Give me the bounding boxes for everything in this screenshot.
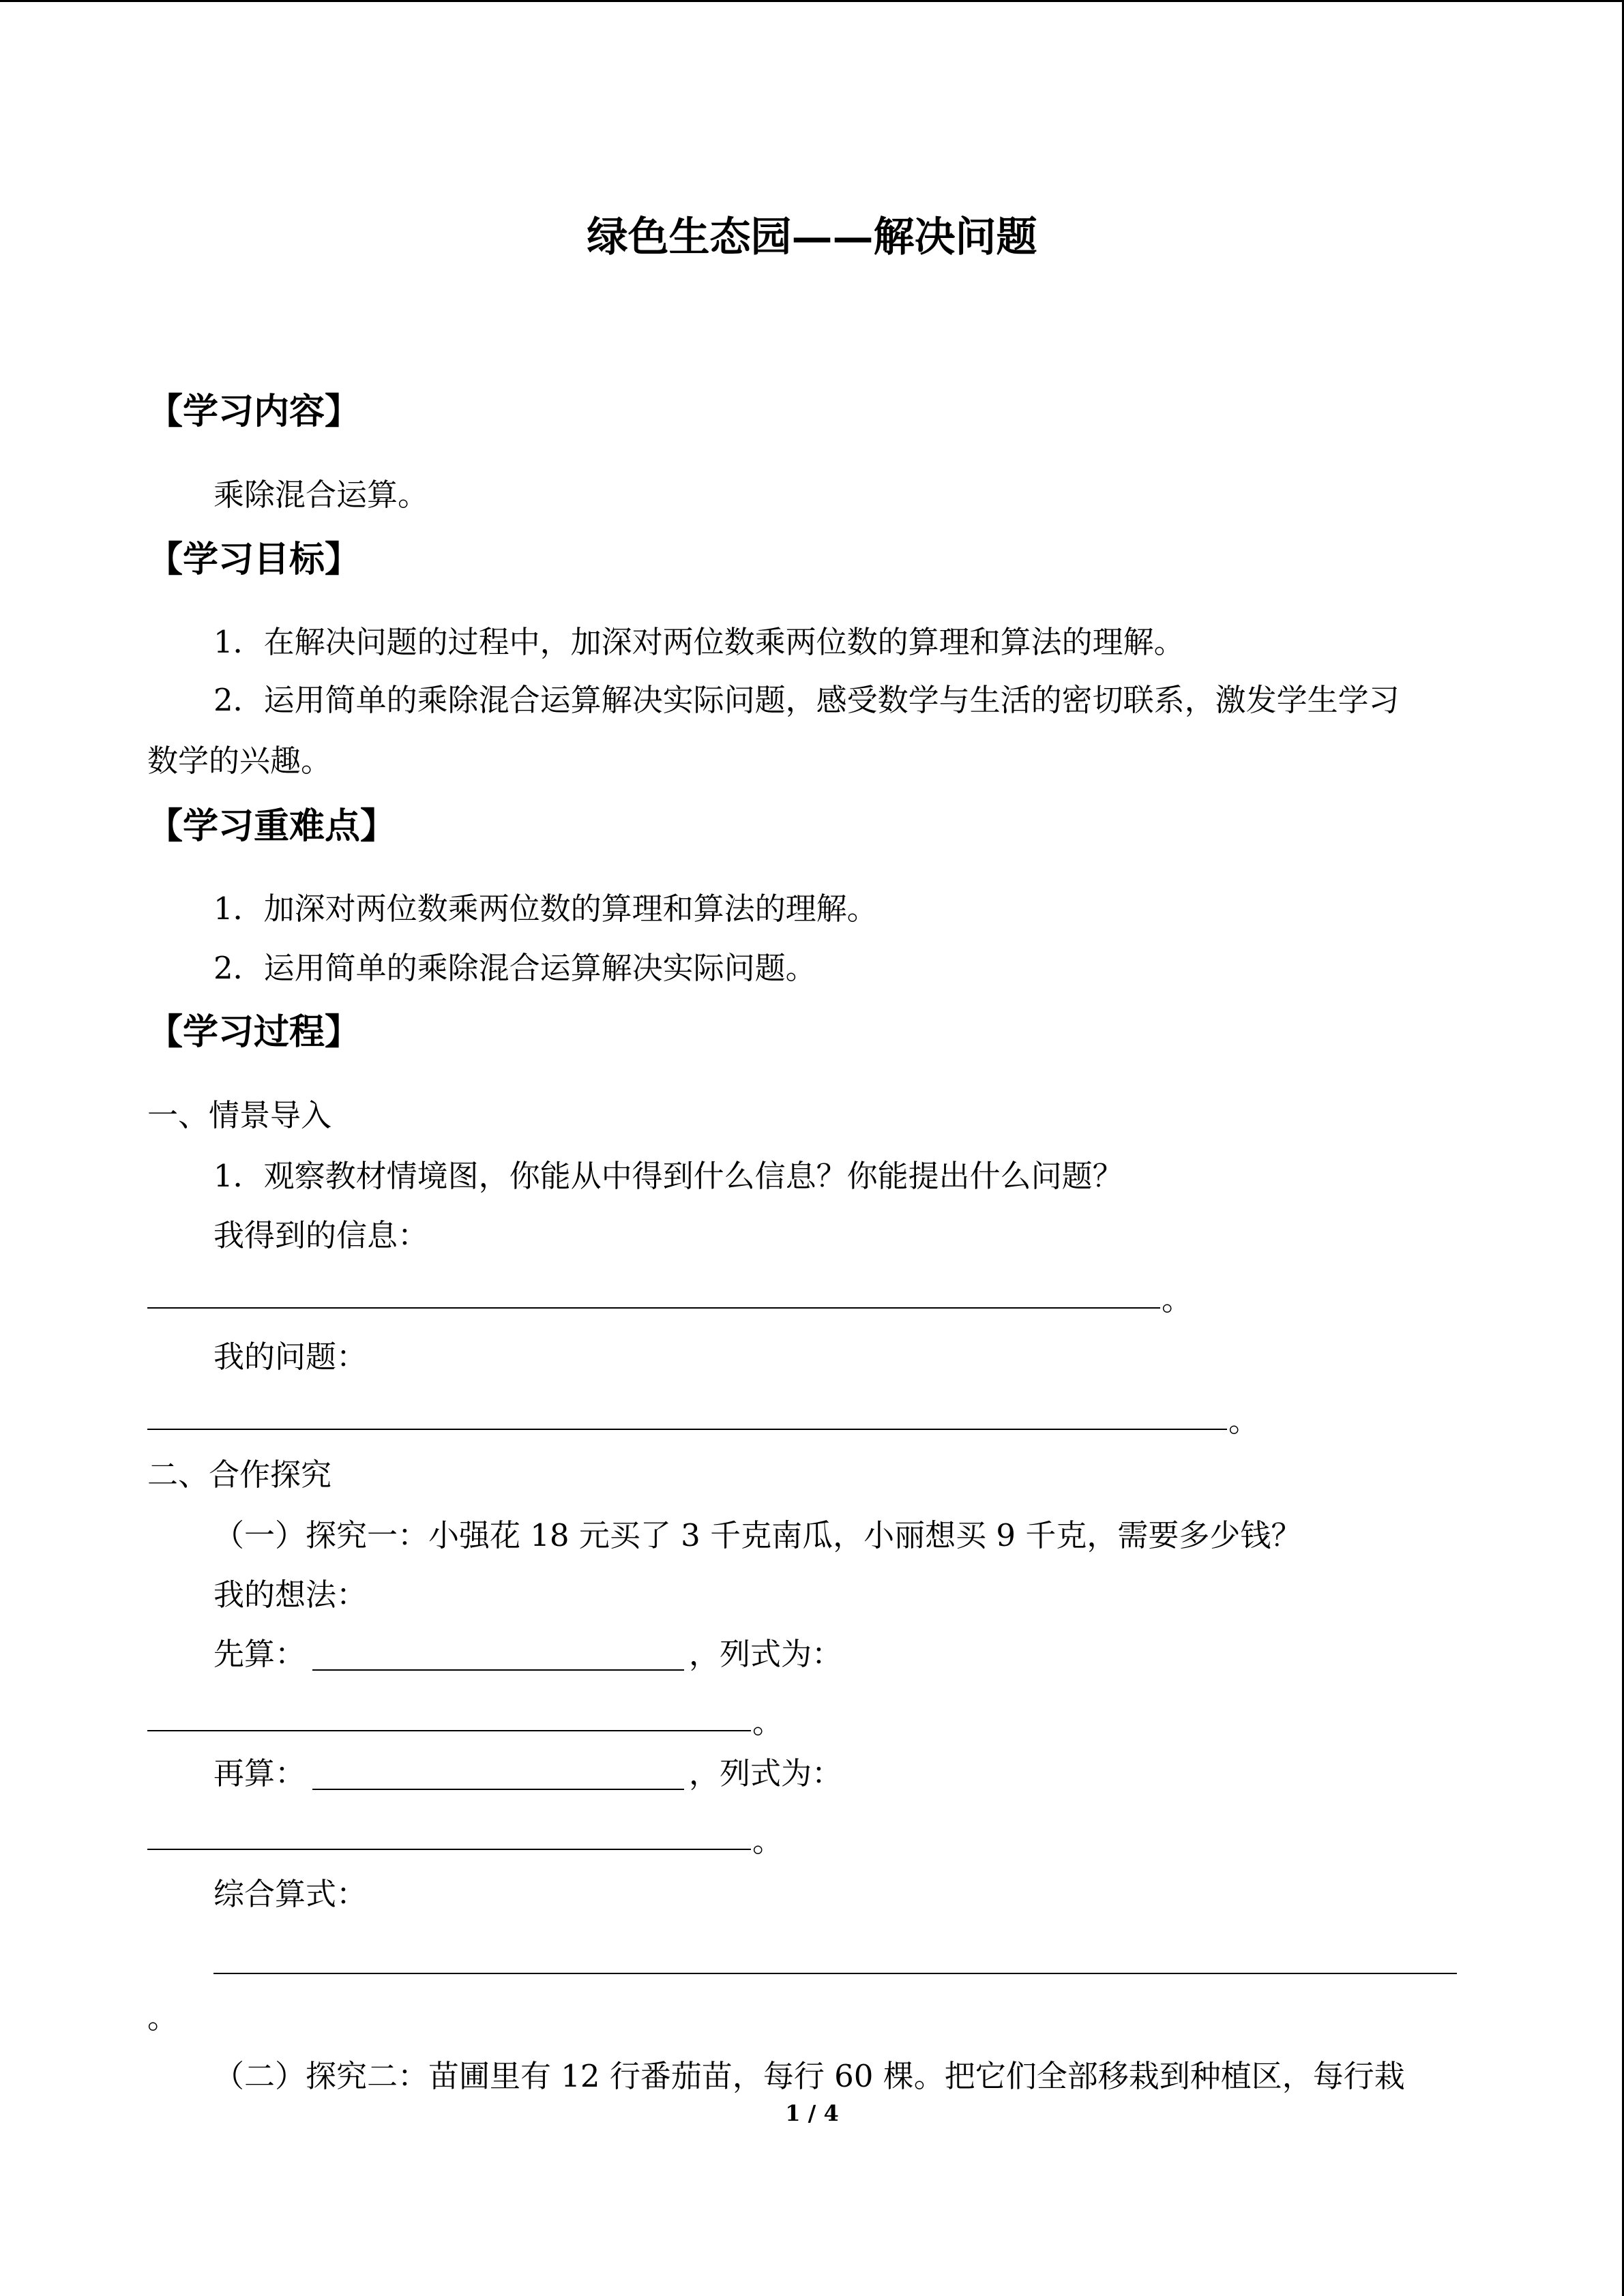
key-point-2: 2．运用简单的乘除混合运算解决实际问题。 xyxy=(213,950,816,986)
period-combined: 。 xyxy=(147,1999,179,2036)
answer-line-first-step[interactable] xyxy=(312,1669,684,1671)
info-label: 我得到的信息： xyxy=(213,1217,429,1253)
my-idea-label: 我的想法： xyxy=(213,1577,368,1613)
page-title: 绿色生态园——解决问题 xyxy=(587,213,1037,261)
formula-label-1: ，列式为： xyxy=(689,1636,843,1672)
key-point-1: 1．加深对两位数乘两位数的算理和算法的理解。 xyxy=(213,891,878,927)
period-then-formula: 。 xyxy=(752,1823,784,1859)
answer-line-then-formula[interactable] xyxy=(147,1849,751,1850)
heading-learning-content: 【学习内容】 xyxy=(147,391,361,432)
learning-content-text: 乘除混合运算。 xyxy=(213,477,429,513)
then-step-label: 再算： xyxy=(213,1755,306,1791)
page-border-top xyxy=(0,0,1624,2)
part2-title: 二、合作探究 xyxy=(147,1457,332,1493)
answer-line-question[interactable] xyxy=(147,1429,1227,1430)
heading-key-points: 【学习重难点】 xyxy=(147,805,396,847)
period-first-formula: 。 xyxy=(752,1704,784,1740)
answer-line-combined[interactable] xyxy=(213,1973,1457,1974)
period-question: 。 xyxy=(1228,1403,1260,1439)
heading-learning-process: 【学习过程】 xyxy=(147,1011,361,1053)
combined-formula-label: 综合算式： xyxy=(213,1876,368,1912)
part1-question-1: 1．观察教材情境图，你能从中得到什么信息？你能提出什么问题？ xyxy=(213,1158,1123,1194)
goal-item-1: 1．在解决问题的过程中，加深对两位数乘两位数的算理和算法的理解。 xyxy=(213,624,1185,660)
period-info: 。 xyxy=(1162,1281,1193,1317)
page-number: 1 / 4 xyxy=(785,2100,839,2126)
answer-line-info[interactable] xyxy=(147,1307,1160,1309)
formula-label-2: ，列式为： xyxy=(689,1755,843,1791)
explore-1-prompt: （一）探究一：小强花 18 元买了 3 千克南瓜，小丽想买 9 千克，需要多少钱？ xyxy=(213,1517,1302,1553)
answer-line-then-step[interactable] xyxy=(312,1789,684,1790)
answer-line-first-formula[interactable] xyxy=(147,1730,751,1731)
goal-item-2-line-1: 2．运用简单的乘除混合运算解决实际问题，感受数学与生活的密切联系，激发学生学习 xyxy=(213,682,1400,718)
goal-item-2-line-2: 数学的兴趣。 xyxy=(147,743,332,779)
question-label: 我的问题： xyxy=(213,1339,368,1375)
explore-2-prompt: （二）探究二：苗圃里有 12 行番茄苗，每行 60 棵。把它们全部移栽到种植区，每行栽 xyxy=(213,2058,1405,2094)
part1-title: 一、情景导入 xyxy=(147,1097,332,1133)
heading-learning-goals: 【学习目标】 xyxy=(147,539,361,580)
first-step-label: 先算： xyxy=(213,1636,306,1672)
